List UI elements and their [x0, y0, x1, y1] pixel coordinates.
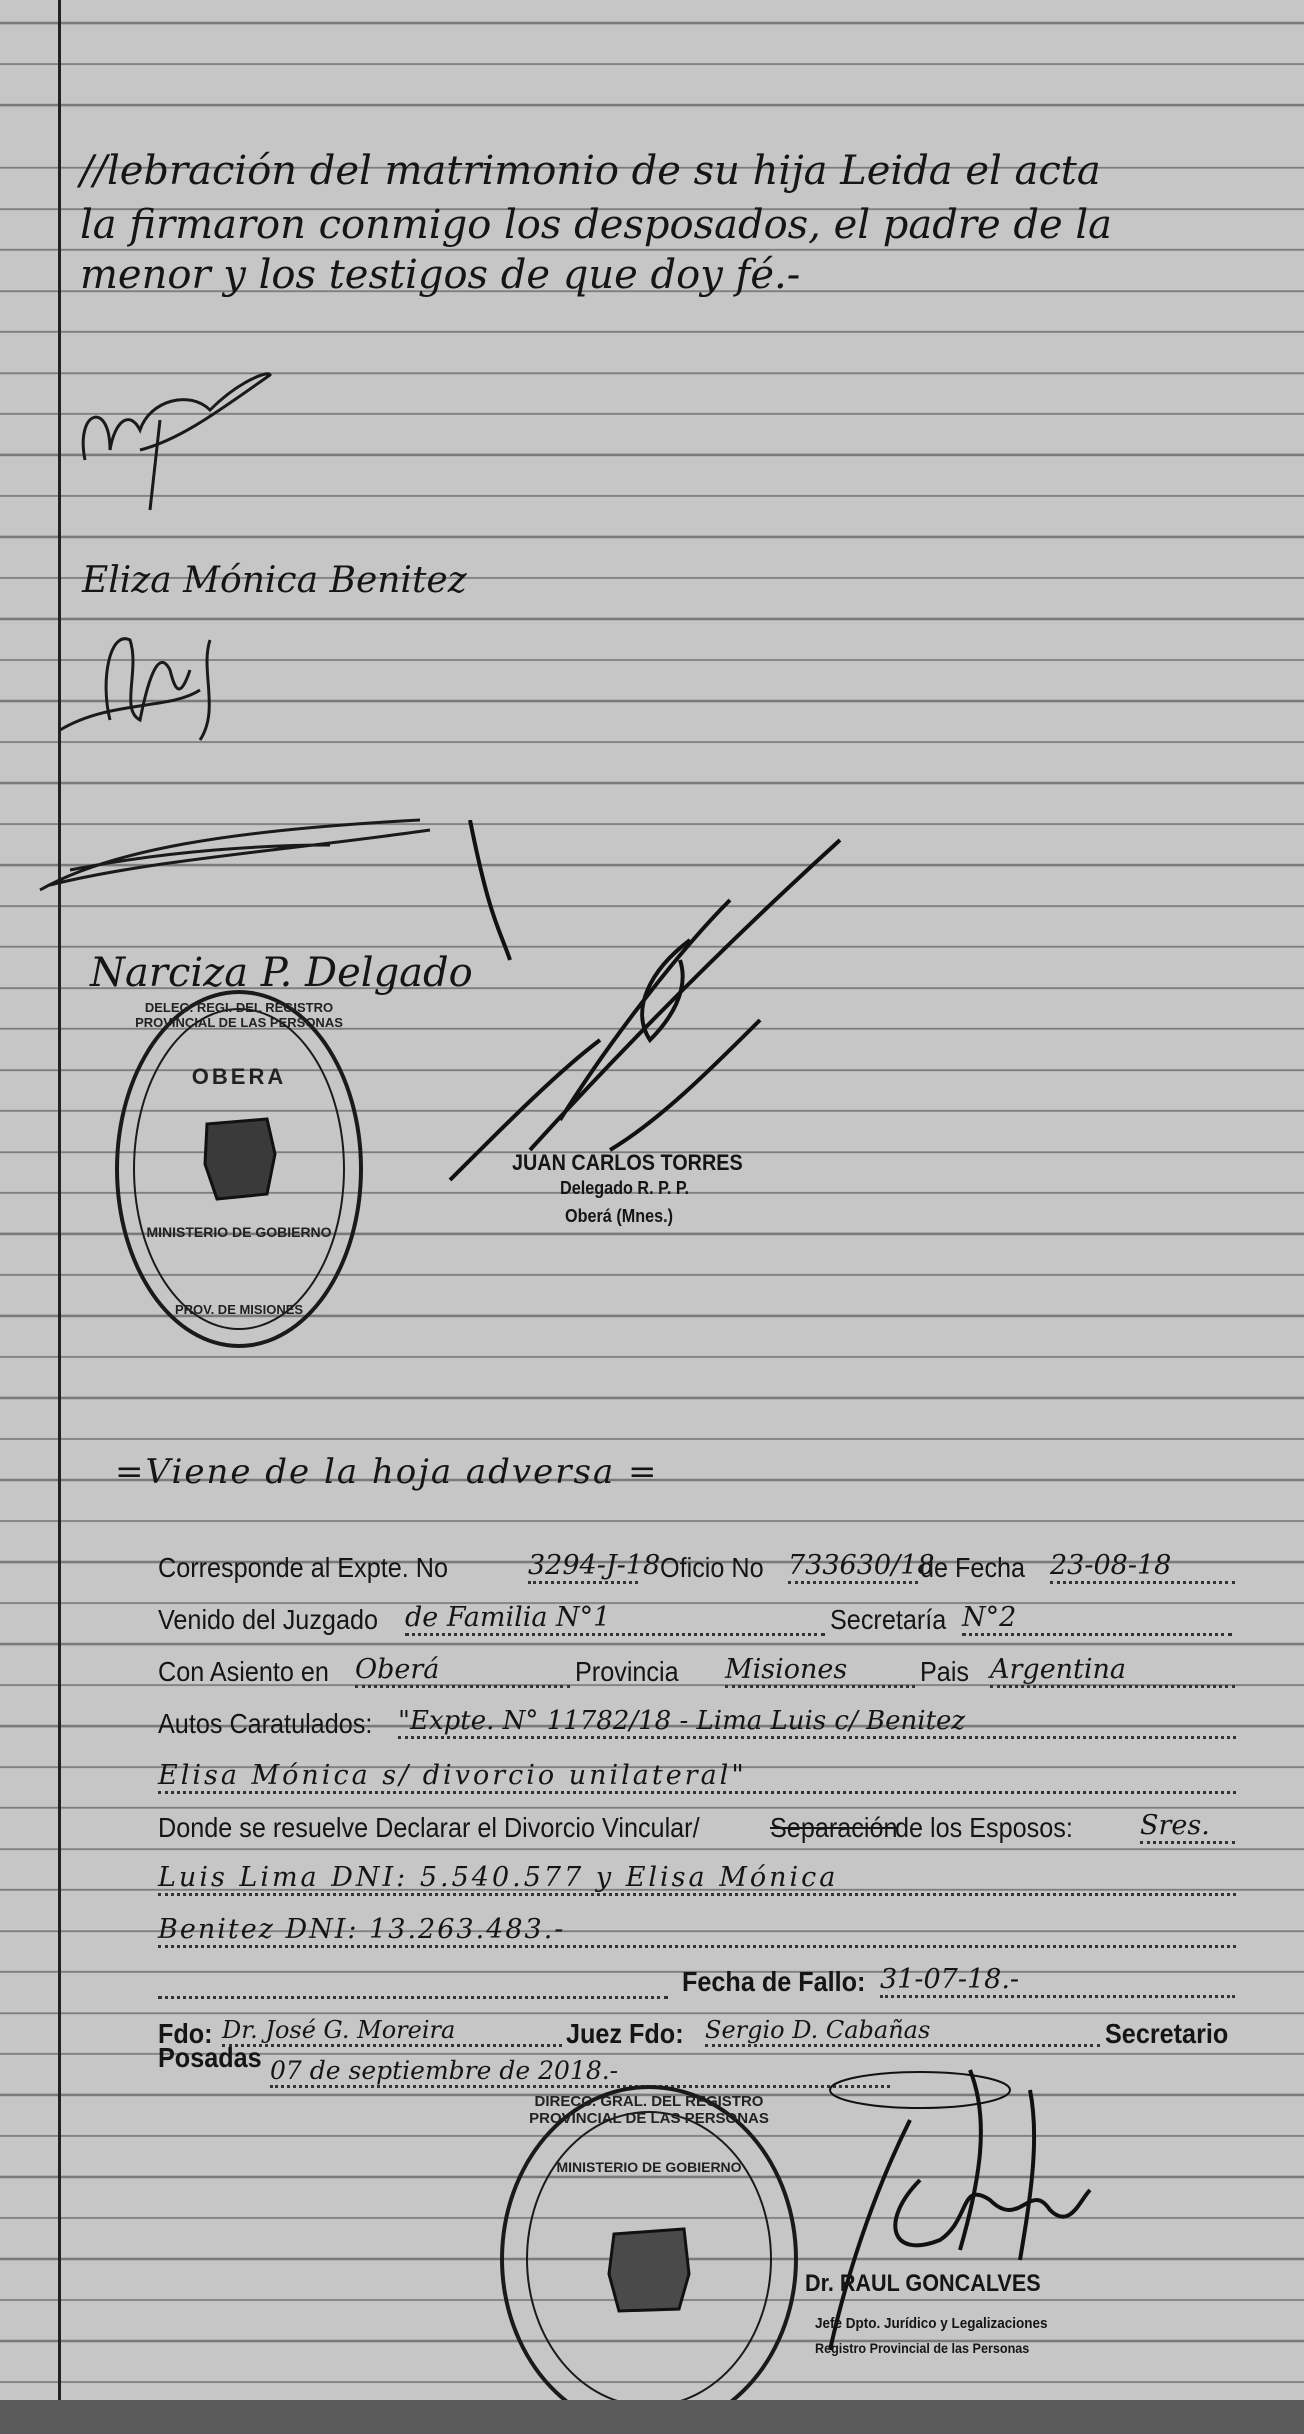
pais-value: Argentina [990, 1654, 1235, 1688]
secretaria-label: Secretaría [830, 1604, 947, 1635]
autos-value-2: Elisa Mónica s/ divorcio unilateral" [158, 1760, 1236, 1794]
autos-label: Autos Caratulados: [158, 1708, 373, 1739]
juez-label: Juez Fdo: [566, 2018, 684, 2049]
secretario-label: Secretario [1105, 2018, 1229, 2049]
juzgado-value: de Familia N°1 [405, 1602, 825, 1636]
posadas-value: 07 de septiembre de 2018.- [270, 2056, 890, 2088]
fecha-label: de Fecha [920, 1552, 1026, 1583]
coat-of-arms-icon [599, 2219, 699, 2319]
signature-father [70, 350, 290, 520]
autos-value-1: "Expte. N° 11782/18 - Lima Luis c/ Benitez [398, 1706, 1236, 1739]
expte-value: 3294-J-18 [528, 1550, 638, 1584]
seal-direccion-inner: MINISTERIO DE GOBIERNO [556, 2159, 742, 2175]
corresponde-label: Corresponde al Expte. No [158, 1552, 448, 1583]
seal-direccion-ring-text: DIRECC. GRAL. DEL REGISTRO PROVINCIAL DE LAS PERSONAS [529, 2093, 769, 2127]
esposos-value-3: Benitez DNI: 13.263.483.- [158, 1914, 1236, 1948]
handwritten-line-3: menor y los testigos de que doy fé.- [80, 252, 801, 298]
stamp-torres-name: JUAN CARLOS TORRES [512, 1150, 743, 1175]
provincia-value: Misiones [725, 1654, 915, 1688]
donde-label: Donde se resuelve Declarar el Divorcio Vincular/ [158, 1812, 700, 1843]
esposos-value-1: Sres. [1140, 1810, 1235, 1844]
asiento-value: Oberá [355, 1654, 570, 1688]
stamp-goncalves-org: Registro Provincial de las Personas [815, 2340, 1030, 2356]
stamp-torres-role: Delegado R. P. P. [560, 1178, 690, 1198]
coat-of-arms-icon [197, 1114, 281, 1204]
stamp-goncalves-name: Dr. RAUL GONCALVES [805, 2270, 1041, 2297]
stamp-torres-place: Oberá (Mnes.) [565, 1206, 674, 1226]
esposos-label: de los Esposos: [895, 1812, 1073, 1843]
seal-obera-bottom: PROV. DE MISIONES [174, 1302, 304, 1317]
seal-obera-inner: MINISTERIO DE GOBIERNO [146, 1224, 332, 1240]
provincia-label: Provincia [575, 1656, 679, 1687]
fecha-value: 23-08-18 [1050, 1550, 1235, 1584]
secretario-value: Sergio D. Cabañas [705, 2016, 1100, 2047]
signature-eliza [50, 610, 280, 750]
fdo-label: Fdo: [158, 2018, 213, 2049]
signature-witness-1 [30, 790, 450, 900]
juez-value: Dr. José G. Moreira [222, 2016, 562, 2047]
seal-obera-ring-text: DELEG. REGI. DEL REGISTRO PROVINCIAL DE LAS PERSONAS [135, 1000, 343, 1030]
seal-obera [115, 990, 363, 1348]
margin-line [58, 0, 61, 2400]
separacion-label: Separación [770, 1812, 898, 1843]
signature-torres [430, 820, 850, 1200]
fallo-value: 31-07-18.- [880, 1964, 1235, 1998]
stamp-goncalves-role: Jefe Dpto. Jurídico y Legalizaciones [815, 2315, 1048, 2332]
venido-label: Venido del Juzgado [158, 1604, 378, 1635]
handwritten-line-1: //lebración del matrimonio de su hija Leida el acta [80, 148, 1101, 194]
seal-direccion-general [500, 2085, 798, 2400]
form-row-expte [158, 1552, 480, 1584]
viene-hoja-adversa: =Viene de la hoja adversa = [115, 1452, 659, 1492]
esposos-value-2: Luis Lima DNI: 5.540.577 y Elisa Mónica [158, 1862, 1236, 1896]
secretaria-value: N°2 [962, 1602, 1232, 1636]
name-eliza: Eliza Mónica Benitez [82, 560, 467, 601]
oficio-label: Oficio No [660, 1552, 764, 1583]
seal-obera-center: OBERA [191, 1064, 287, 1089]
name-narciza: Narciza P. Delgado [90, 950, 473, 996]
asiento-label: Con Asiento en [158, 1656, 329, 1687]
oficio-value: 733630/18 [788, 1550, 918, 1584]
posadas-label: Posadas [158, 2042, 262, 2073]
blank-dotted-line [158, 1968, 668, 1999]
pais-label: Pais [920, 1656, 970, 1687]
handwritten-line-2: la firmaron conmigo los desposados, el padre de la [80, 202, 1112, 248]
fallo-label: Fecha de Fallo: [682, 1966, 866, 1997]
